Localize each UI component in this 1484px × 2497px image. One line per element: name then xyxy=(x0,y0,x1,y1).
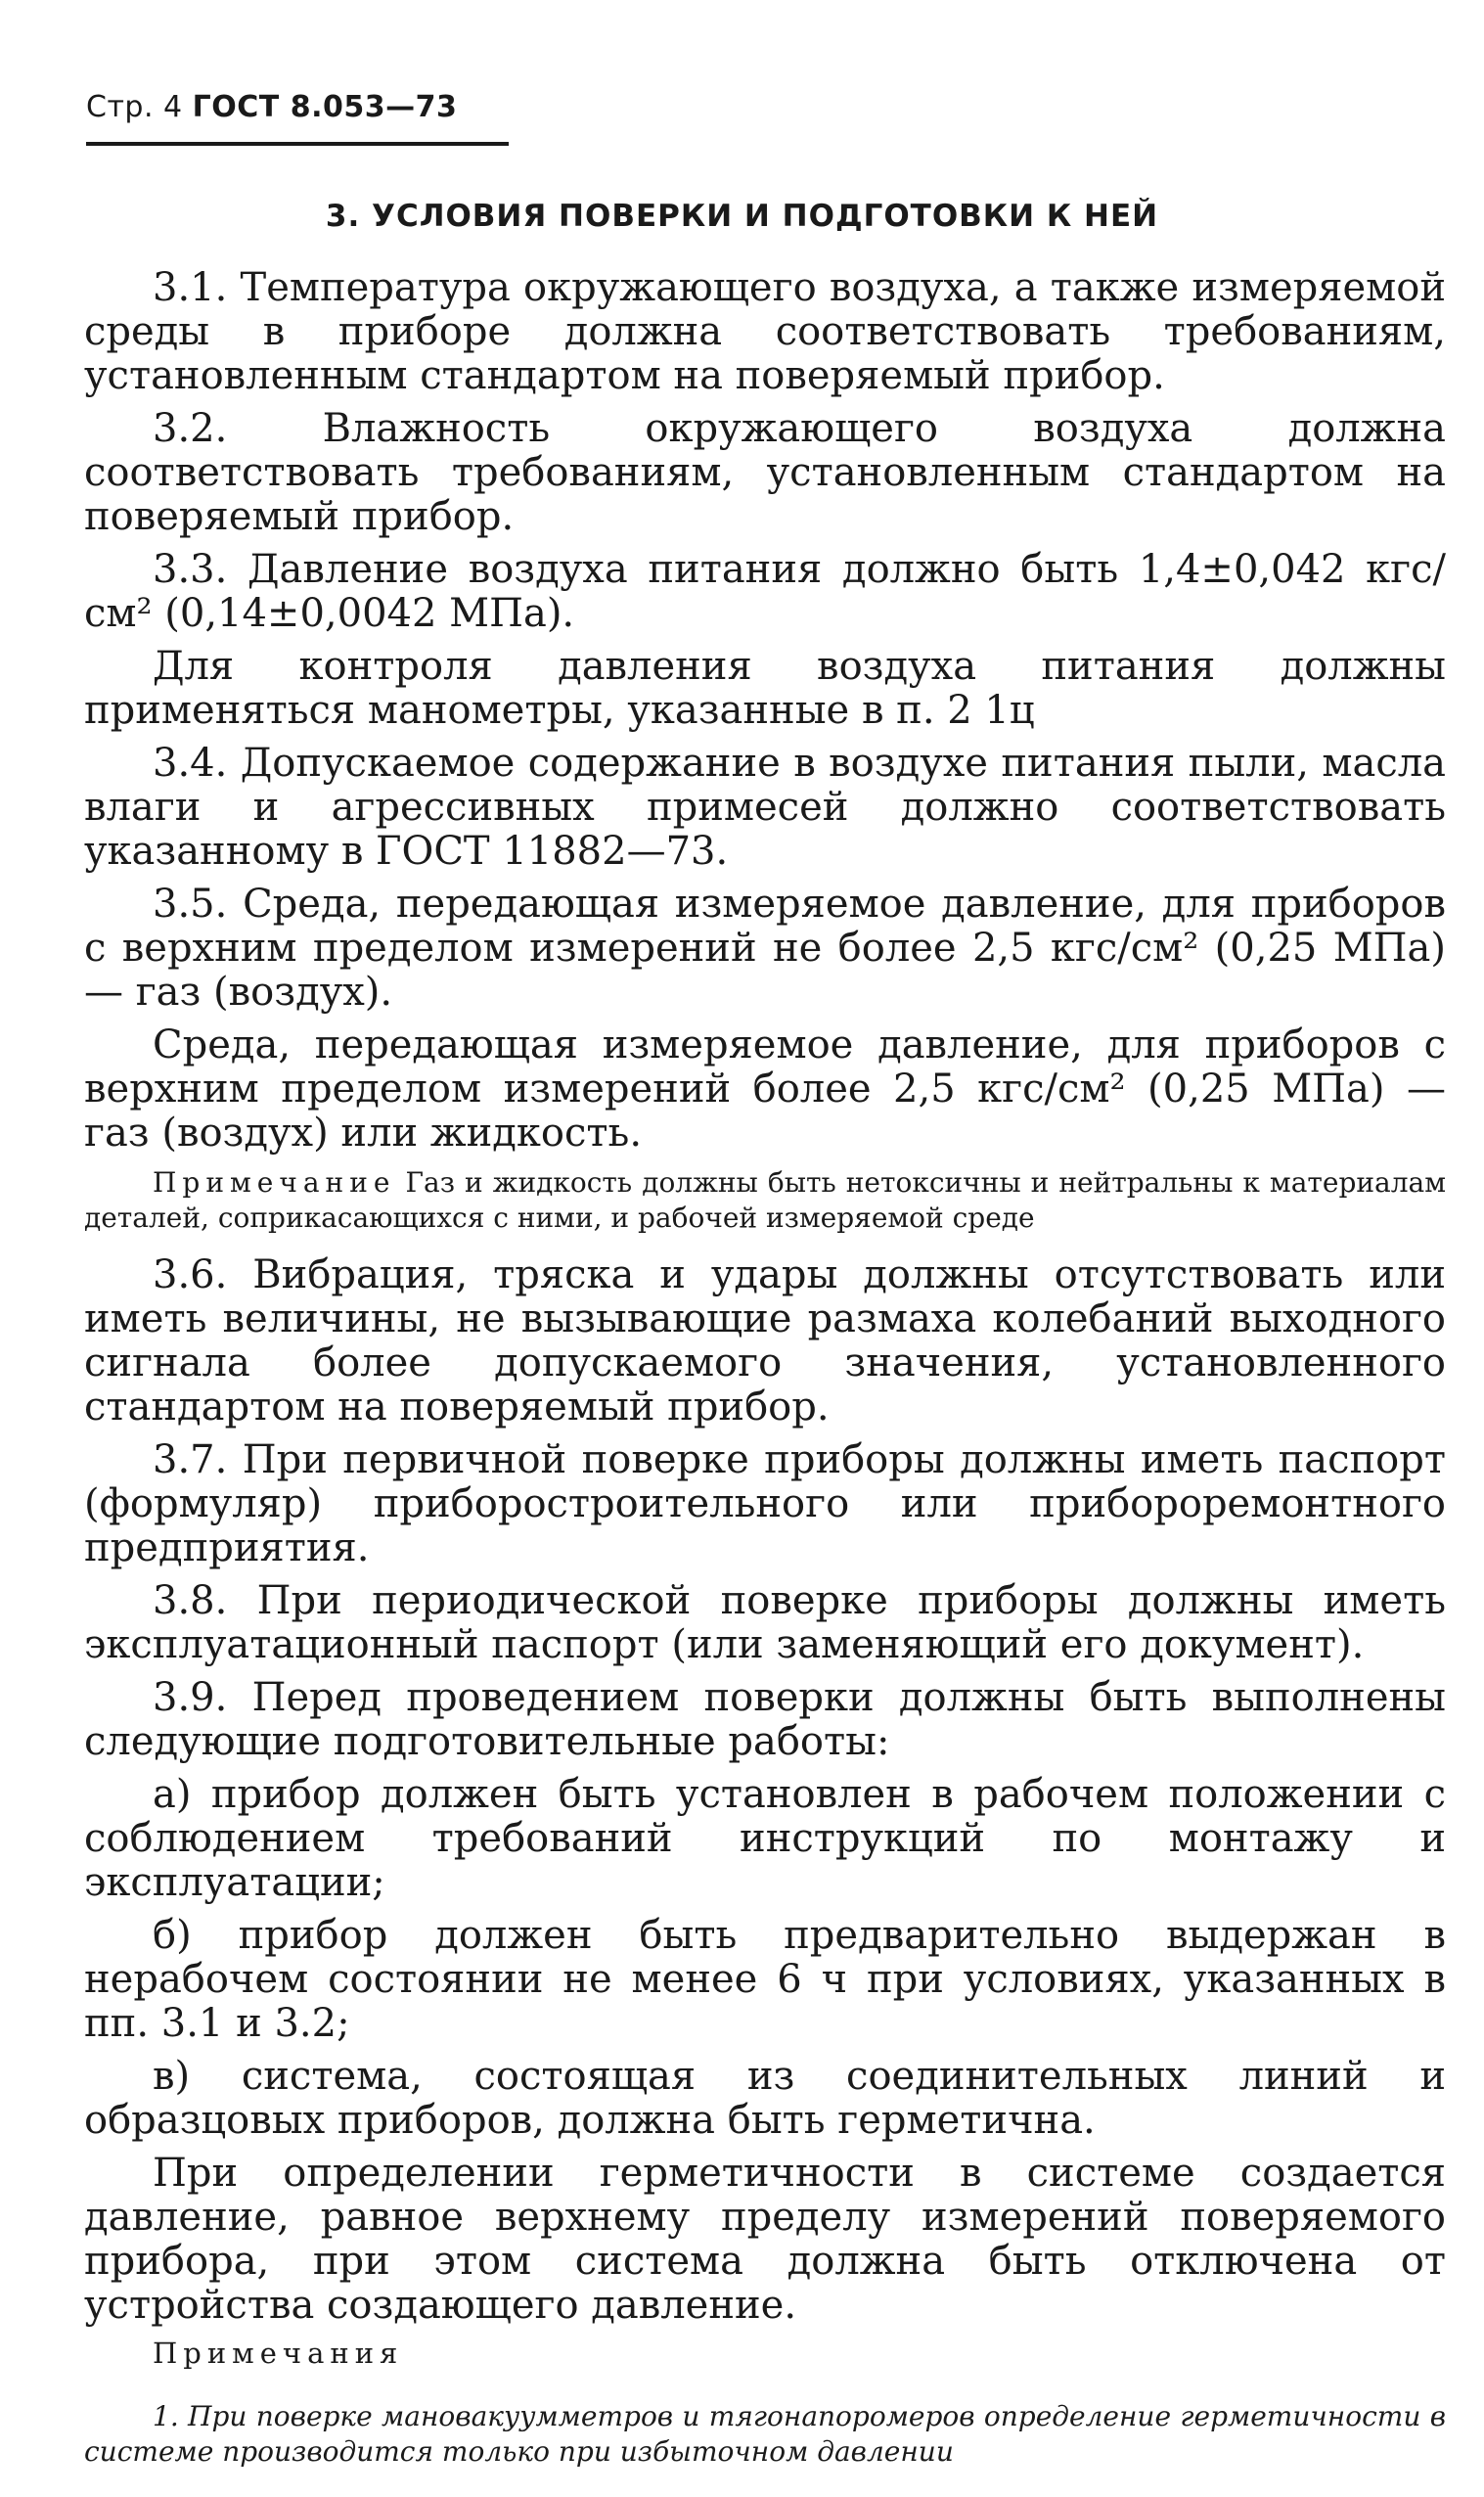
note-item-1: 1. При поверке мановакуумметров и тягонапоромеров определение герметичности в системе производится только при избыточном давлении xyxy=(84,2400,1446,2468)
note-gas-liquid xyxy=(84,1165,1446,1236)
paragraph-3-9-leak-test: При определении герметичности в системе создается давление, равное верхнему пределу измерений поверяемого прибора, при этом система должна быть отключена от устройства создающего давление. xyxy=(84,2151,1446,2328)
note-label: Примечание xyxy=(153,1166,396,1199)
paragraph-3-2: 3.2. Влажность окружающего воздуха должна соответствовать требованиям, установленным стандартом на поверяемый прибор. xyxy=(84,406,1446,539)
paragraph-3-8: 3.8. При периодической поверке приборы должны иметь эксплуатационный паспорт (или заменяющий его документ). xyxy=(84,1578,1446,1667)
page-number: Стр. 4 xyxy=(86,90,183,124)
paragraph-3-5-liquid: Среда, передающая измеряемое давление, для приборов с верхним пределом измерений более 2,5 кгс/см² (0,25 МПа) — газ (воздух) или жидкость. xyxy=(84,1022,1446,1156)
paragraph-3-7: 3.7. При первичной поверке приборы должны иметь паспорт (формуляр) приборостроительного или прибороремонтного предприятия. xyxy=(84,1437,1446,1570)
note-text: Газ и жидкость должны быть нетоксичны и нейтральны к материалам деталей, соприкасающихся с ними, и рабочей измеряемой среде xyxy=(84,1166,1446,1234)
paragraph-3-9-c: в) система, состоящая из соединительных линий и образцовых приборов, должна быть герметична. xyxy=(84,2054,1446,2143)
header-rule xyxy=(86,142,509,146)
paragraph-3-9-b: б) прибор должен быть предварительно выдержан в нерабочем состоянии не менее 6 ч при условиях, указанных в пп. 3.1 и 3.2; xyxy=(84,1913,1446,2046)
paragraph-3-4: 3.4. Допускаемое содержание в воздухе питания пыли, масла влаги и агрессивных примесей должно соответствовать указанному в ГОСТ 11882—73. xyxy=(84,741,1446,874)
standard-number: ГОСТ 8.053—73 xyxy=(192,90,458,124)
notes-label: Примечания xyxy=(153,2337,404,2370)
paragraph-3-1: 3.1. Температура окружающего воздуха, а также измеряемой среды в приборе должна соответствовать требованиям, установленным стандартом на поверяемый прибор. xyxy=(84,265,1446,398)
paragraph-3-9: 3.9. Перед проведением поверки должны быть выполнены следующие подготовительные работы: xyxy=(84,1675,1446,1764)
paragraph-3-6: 3.6. Вибрация, тряска и удары должны отсутствовать или иметь величины, не вызывающие размаха колебаний выходного сигнала более допускаемого значения, установленного стандартом на поверяемый прибор. xyxy=(84,1252,1446,1430)
document-body xyxy=(84,266,1446,2497)
paragraph-3-5: 3.5. Среда, передающая измеряемое давление, для приборов с верхним пределом измерений не более 2,5 кгс/см² (0,25 МПа) — газ (воздух). xyxy=(84,882,1446,1015)
paragraph-3-3: 3.3. Давление воздуха питания должно быть 1,4±0,042 кгс/см² (0,14±0,0042 МПа). xyxy=(84,547,1446,636)
notes-heading xyxy=(84,2336,1446,2371)
section-title: 3. УСЛОВИЯ ПОВЕРКИ И ПОДГОТОВКИ К НЕЙ xyxy=(325,199,1159,234)
paragraph-3-9-a: а) прибор должен быть установлен в рабочем положении с соблюдением требований инструкций по монтажу и эксплуатации; xyxy=(84,1772,1446,1905)
page-header xyxy=(86,90,507,124)
paragraph-3-3-control: Для контроля давления воздуха питания должны применяться манометры, указанные в п. 2 1ц xyxy=(84,644,1446,733)
